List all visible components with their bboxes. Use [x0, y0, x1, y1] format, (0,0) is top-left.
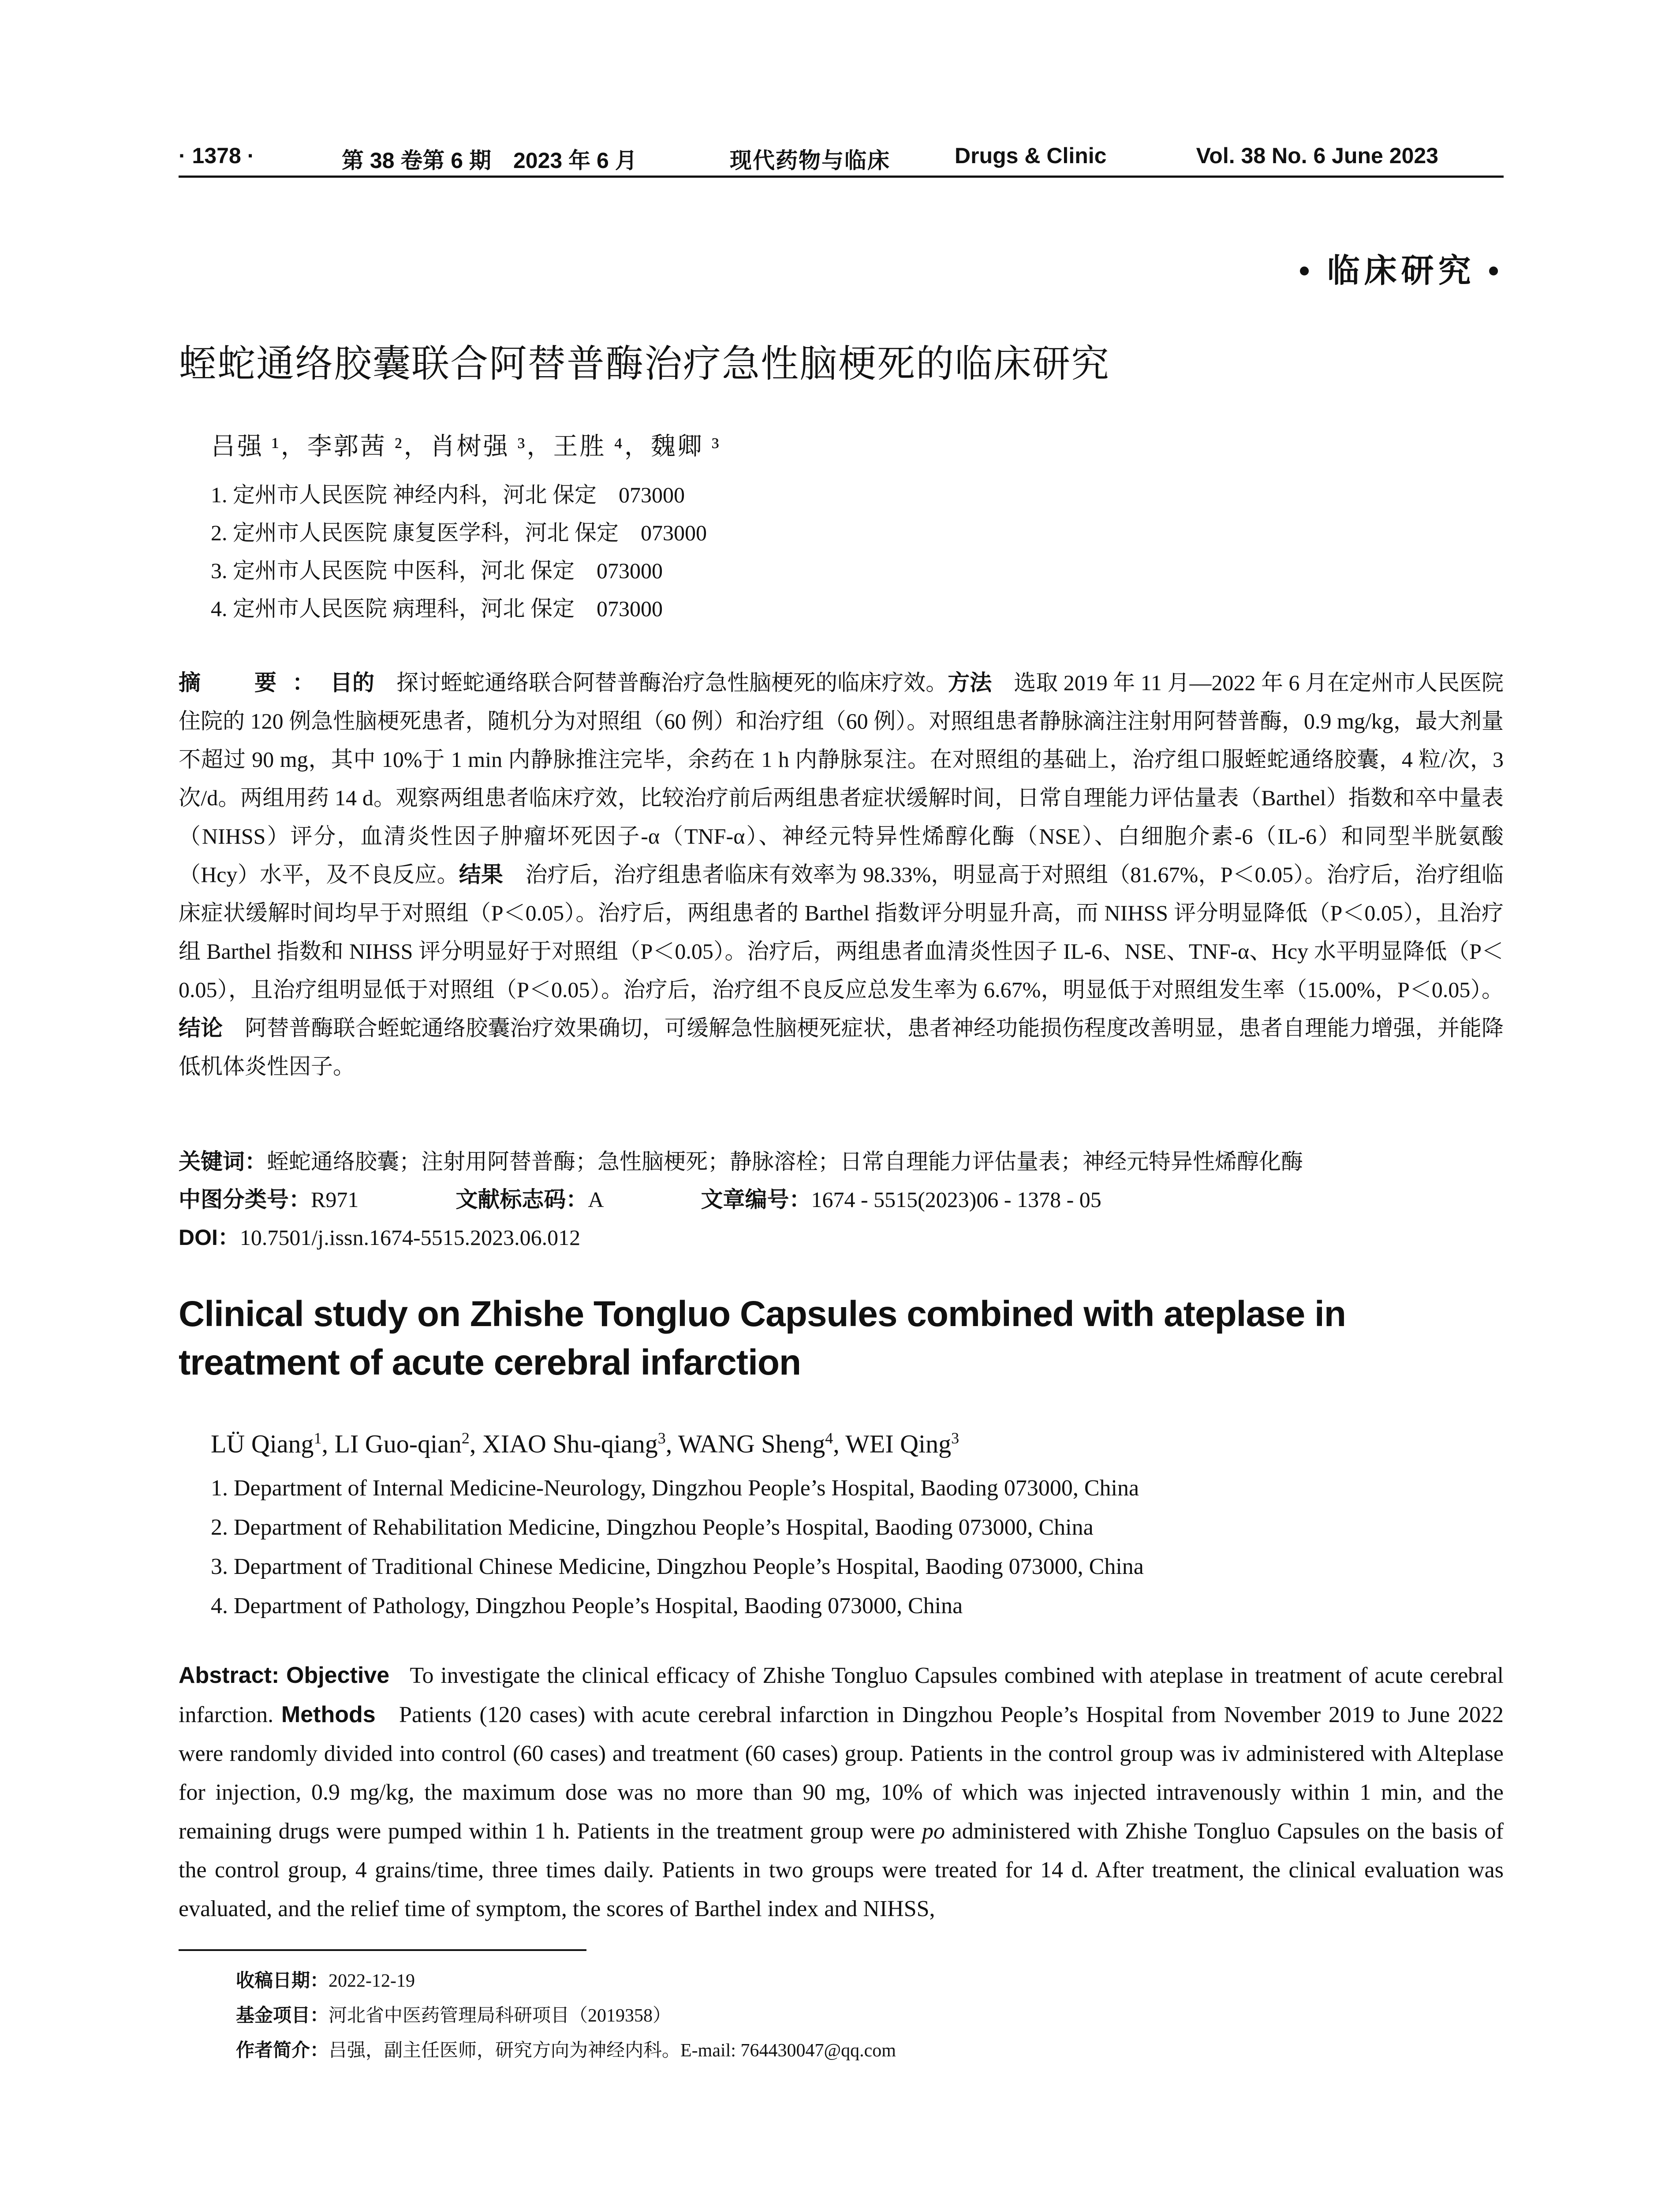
abstract-cn-label: 摘 要：	[179, 670, 331, 695]
abstract-cn	[179, 664, 1504, 1086]
author-sup: 3	[951, 1429, 959, 1447]
methods-label-cn: 方法	[948, 670, 992, 695]
classification-line	[179, 1182, 1101, 1214]
methods-label-en: Methods	[281, 1702, 376, 1727]
clc-value: R971	[311, 1187, 359, 1212]
objective-text-cn: 探讨蛭蛇通络联合阿替普酶治疗急性脑梗死的临床疗效。	[396, 670, 948, 695]
journal-name-cn: 现代药物与临床	[730, 148, 890, 173]
methods-text-en-cont: administered with Zhishe Tongluo Capsules on the basis of the control group, 4 grains/time, three times daily. Patients in two groups were treated for 14 d. After treatment, the clinical evaluation was evaluated, and the relief time of symptom, the scores of Barthel index and NIHSS,	[179, 1819, 1504, 1921]
author-en: WEI Qing	[845, 1429, 952, 1458]
affiliation-cn: 2. 定州市人民医院 康复医学科，河北 保定 073000	[211, 520, 707, 545]
author-sup: 1	[314, 1429, 322, 1447]
author-sup: 4	[825, 1429, 833, 1447]
footnote-received	[236, 1966, 415, 1992]
affiliation-cn: 4. 定州市人民医院 病理科，河北 保定 073000	[211, 596, 663, 621]
doc-code-value: A	[588, 1187, 604, 1212]
objective-label-cn: 目的	[330, 670, 375, 695]
doi-value: 10.7501/j.issn.1674-5515.2023.06.012	[239, 1225, 581, 1250]
abstract-en	[179, 1656, 1504, 1928]
methods-text-en: Patients (120 cases) with acute cerebral infarction in Dingzhou People’s Hospital from November 2019 to June 2022 were randomly divided into control (60 cases) and treatment (60 cases) group. Patients in the control group was iv administered with Alteplase for injection, 0.9 mg/kg, the maximum dose was no more than 90 mg, 10% of which was injected intravenously within 1 min, and the remaining drugs were pumped within 1 h. Patients in the treatment group were	[179, 1702, 1504, 1844]
conclusion-label-cn: 结论	[179, 1016, 223, 1040]
affiliation-cn: 1. 定州市人民医院 神经内科，河北 保定 073000	[211, 482, 685, 507]
authors-en: LÜ Qiang$^1$, LI Guo-qian$^2$, XIAO Shu-qiang$^3$, WANG Sheng$^4$, WEI Qing$^3$	[211, 1429, 959, 1458]
affiliation-en: 2. Department of Rehabilitation Medicine, Dingzhou People’s Hospital, Baoding 073000, China	[211, 1515, 1094, 1540]
results-label-cn: 结果	[459, 862, 504, 887]
route-po: po	[922, 1819, 945, 1844]
keywords-value: 蛭蛇通络胶囊；注射用阿替普酶；急性脑梗死；静脉溶栓；日常自理能力评估量表；神经元特异性烯醇化酶	[267, 1149, 1303, 1174]
objective-text-en: To investigate the clinical efficacy of Zhishe Tongluo Capsules combined with ateplase in treatment of acute cerebral infarction.	[179, 1663, 1504, 1727]
authors-cn: 吕强 ¹，李郭茜 ²，肖树强 ³，王胜 ⁴，魏卿 ³	[211, 433, 721, 460]
author-en: LÜ Qiang	[211, 1429, 314, 1458]
issue-cn: 第 38 卷第 6 期 2023 年 6 月	[342, 148, 637, 173]
keywords-line	[179, 1144, 1303, 1176]
page-number: · 1378 ·	[179, 143, 255, 168]
running-header	[179, 140, 1504, 178]
article-title-cn: 蛭蛇通络胶囊联合阿替普酶治疗急性脑梗死的临床研究	[179, 343, 1110, 385]
author-sup: 3	[657, 1429, 666, 1447]
author-sup: 2	[461, 1429, 470, 1447]
footnote-value: 河北省中医药管理局科研项目（2019358）	[329, 2006, 672, 2026]
footnote-divider	[179, 1949, 586, 1951]
section-label: • 临床研究 •	[1299, 253, 1504, 289]
article-title-en: Clinical study on Zhishe Tongluo Capsules combined with ateplase in treatment of acute cerebral infarction	[179, 1294, 1346, 1383]
article-no-label: 文章编号：	[701, 1187, 811, 1212]
footnote-value: 2022-12-19	[329, 1971, 415, 1991]
footnote-value: 吕强，副主任医师，研究方向为神经内科。E-mail: 764430047@qq.com	[329, 2041, 896, 2061]
footnote-label: 收稿日期：	[236, 1970, 329, 1991]
affiliation-en: 1. Department of Internal Medicine-Neurology, Dingzhou People’s Hospital, Baoding 073000, China	[211, 1476, 1139, 1501]
article-no-value: 1674 - 5515(2023)06 - 1378 - 05	[811, 1187, 1101, 1212]
author-en: LI Guo-qian	[334, 1429, 462, 1458]
author-en: WANG Sheng	[678, 1429, 825, 1458]
journal-name-en: Drugs & Clinic	[955, 143, 1107, 168]
methods-text-cn: 选取 2019 年 11 月—2022 年 6 月在定州市人民医院住院的 120 例急性脑梗死患者，随机分为对照组（60 例）和治疗组（60 例）。对照组患者静脉滴注注射用阿替普酶，0.9 mg/kg，最大剂量不超过 90 mg，其中 10%于 1 min 内静脉推注完毕，余药在 1 h 内静脉泵注。在对照组的基础上，治疗组口服蛭蛇通络胶囊，4 粒/次，3 次/d。两组用药 14 d。观察两组患者临床疗效，比较治疗前后两组患者症状缓解时间，日常自理能力评估量表（Barthel）指数和卒中量表（NIHSS）评分，血清炎性因子肿瘤坏死因子-α（TNF-α）、神经元特异性烯醇化酶（NSE）、白细胞介素-6（IL-6）和同型半胱氨酸（Hcy）水平，及不良反应。	[179, 670, 1504, 887]
abstract-en-label: Abstract:	[179, 1663, 280, 1688]
issue-en: Vol. 38 No. 6 June 2023	[1196, 143, 1438, 168]
author-en: XIAO Shu-qiang	[482, 1429, 658, 1458]
footnote-label: 基金项目：	[236, 2005, 329, 2026]
doc-code-label: 文献标志码：	[455, 1187, 588, 1212]
doi-label: DOI：	[179, 1225, 240, 1250]
affiliation-en: 3. Department of Traditional Chinese Medicine, Dingzhou People’s Hospital, Baoding 073000, China	[211, 1554, 1144, 1579]
conclusion-text-cn: 阿替普酶联合蛭蛇通络胶囊治疗效果确切，可缓解急性脑梗死症状，患者神经功能损伤程度改善明显，患者自理能力增强，并能降低机体炎性因子。	[179, 1016, 1504, 1079]
keywords-label: 关键词：	[179, 1149, 267, 1174]
affiliation-en: 4. Department of Pathology, Dingzhou People’s Hospital, Baoding 073000, China	[211, 1593, 963, 1618]
affiliation-cn: 3. 定州市人民医院 中医科，河北 保定 073000	[211, 558, 663, 583]
footnote-funding	[236, 2001, 671, 2027]
objective-label-en: Objective	[286, 1663, 390, 1688]
footnote-label: 作者简介：	[236, 2040, 329, 2060]
footnote-author-bio	[236, 2036, 896, 2062]
results-text-cn: 治疗后，治疗组患者临床有效率为 98.33%，明显高于对照组（81.67%，P＜0.05）。治疗后，治疗组临床症状缓解时间均早于对照组（P＜0.05）。治疗后，两组患者的 Barthel 指数评分明显升高，而 NIHSS 评分明显降低（P＜0.05），且治疗组 Barthel 指数和 NIHSS 评分明显好于对照组（P＜0.05）。治疗后，两组患者血清炎性因子 IL-6、NSE、TNF-α、Hcy 水平明显降低（P＜0.05），且治疗组明显低于对照组（P＜0.05）。治疗后，治疗组不良反应总发生率为 6.67%，明显低于对照组发生率（15.00%，P＜0.05）。	[179, 862, 1504, 1002]
doi-line	[179, 1220, 580, 1252]
clc-label: 中图分类号：	[179, 1187, 311, 1212]
